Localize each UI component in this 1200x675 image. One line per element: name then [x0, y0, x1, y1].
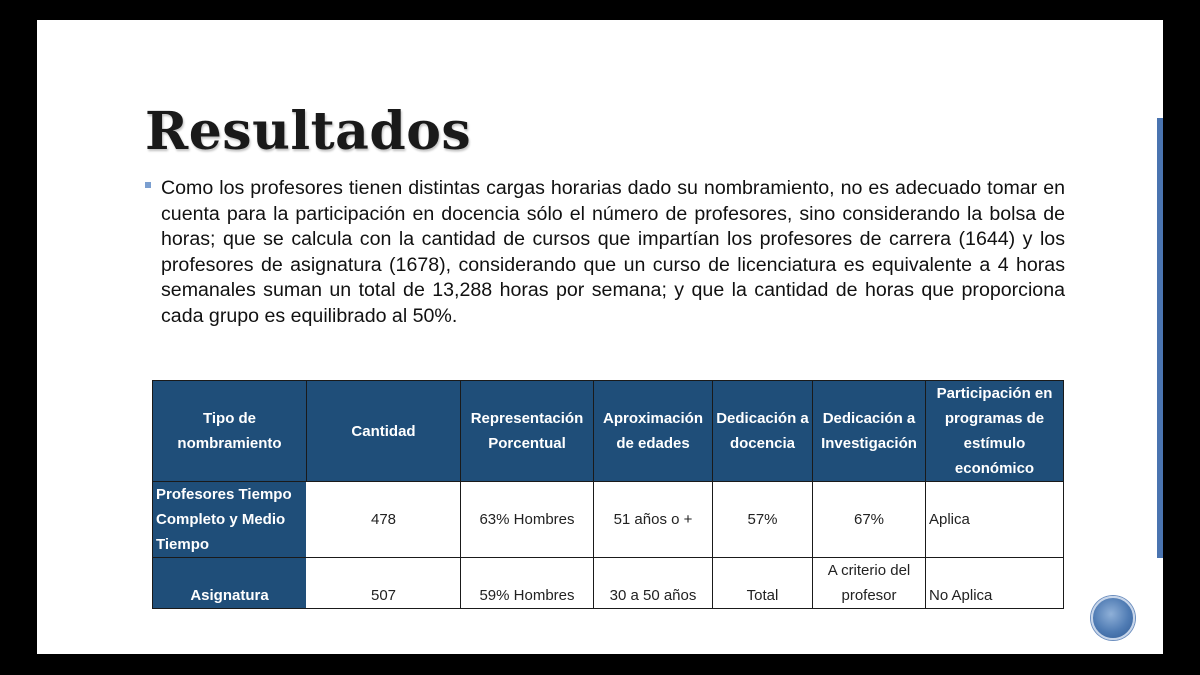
- cell-docencia: 57%: [713, 482, 813, 558]
- circle-nav-icon[interactable]: [1091, 596, 1135, 640]
- header-tipo: Tipo de nombramiento: [153, 381, 307, 482]
- header-representacion: Representación Porcentual: [461, 381, 594, 482]
- table-header-row: [153, 381, 1064, 482]
- cell-representacion: 63% Hombres: [461, 482, 594, 558]
- header-cantidad: Cantidad: [307, 381, 461, 482]
- table-row: [153, 558, 1064, 609]
- cell-estimulo: No Aplica: [926, 558, 1064, 609]
- cell-edades: 30 a 50 años: [594, 558, 713, 609]
- cell-edades: 51 años o +: [594, 482, 713, 558]
- cell-investigacion: A criterio del profesor: [813, 558, 926, 609]
- row-label: Profesores Tiempo Completo y Medio Tiempo: [153, 482, 307, 558]
- slide: [37, 20, 1163, 654]
- table-row: [153, 482, 1064, 558]
- cell-representacion: 59% Hombres: [461, 558, 594, 609]
- header-estimulo: Participación en programas de estímulo económico: [926, 381, 1064, 482]
- results-table: [152, 380, 1064, 609]
- bullet-text: Como los profesores tienen distintas cargas horarias dado su nombramiento, no es adecuado tomar en cuenta para la participación en docencia sólo el número de profesores, sino considerando la bolsa de horas; que se calcula con la cantidad de cursos que impartían los profesores de carrera (1644) y los profesores de asignatura (1678), considerando que un curso de licenciatura es equivalente a 4 horas semanales suman un total de 13,288 horas por semana; y que la cantidad de horas que proporciona cada grupo es equilibrado al 50%.: [161, 177, 1065, 327]
- cell-docencia: Total: [713, 558, 813, 609]
- cell-estimulo: Aplica: [926, 482, 1064, 558]
- header-investigacion: Dedicación a Investigación: [813, 381, 926, 482]
- cell-investigacion: 67%: [813, 482, 926, 558]
- slide-title: Resultados: [145, 101, 472, 162]
- cell-cantidad: 478: [307, 482, 461, 558]
- accent-bar: [1157, 118, 1163, 558]
- bullet-item: [145, 176, 1065, 330]
- header-docencia: Dedicación a docencia: [713, 381, 813, 482]
- row-label: Asignatura: [153, 558, 307, 609]
- header-edades: Aproximación de edades: [594, 381, 713, 482]
- bullet-marker-icon: [145, 182, 151, 188]
- cell-cantidad: 507: [307, 558, 461, 609]
